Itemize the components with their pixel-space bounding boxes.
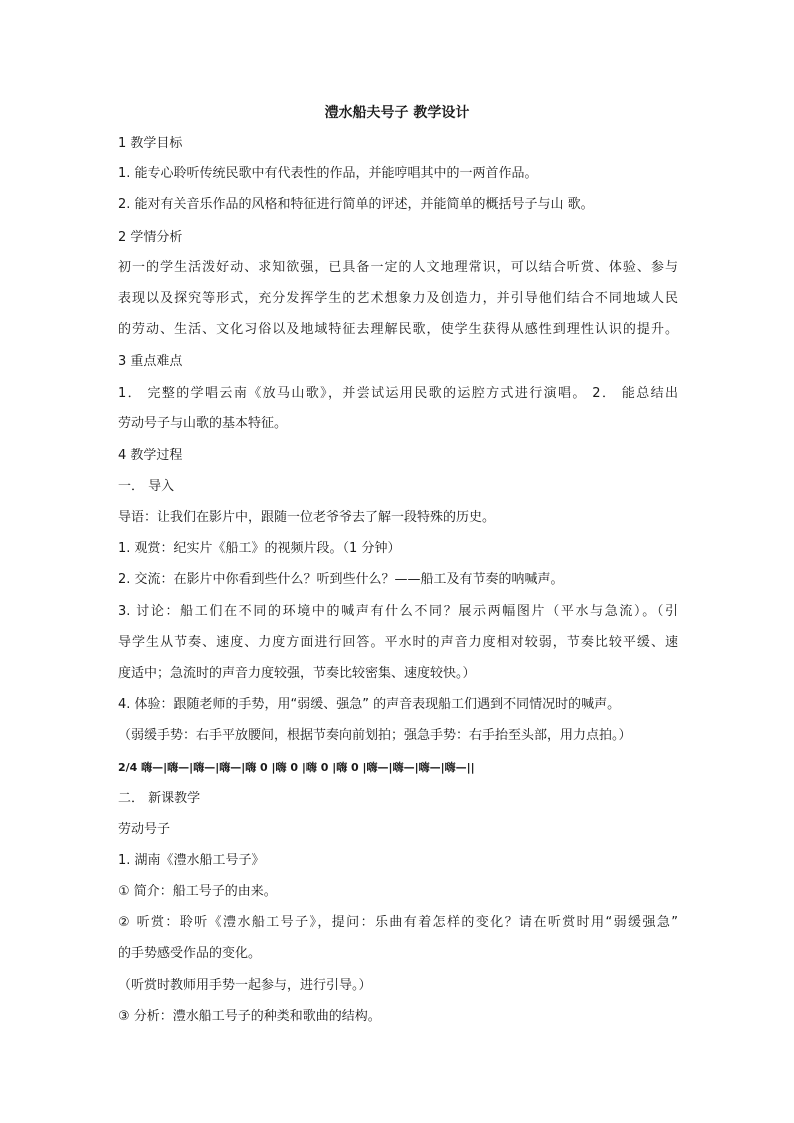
paragraph-line: 表现以及探究等形式，充分发挥学生的艺术想象力及创造力，并引导他们结合不同地域人民 — [118, 291, 678, 306]
paragraph-line: 1. 观赏：纪实片《船工》的视频片段。（1 分钟） — [118, 541, 401, 556]
paragraph-line: 1. 能专心聆听传统民歌中有代表性的作品，并能哼唱其中的一两首作品。 — [118, 166, 538, 181]
paragraph-line: 导学生从节奏、速度、力度方面进行回答。平水时的声音力度相对较弱，节奏比较平缓、速 — [118, 635, 678, 650]
document-title: 澧水船夫号子 教学设计 — [324, 105, 470, 121]
subheading-new-lesson: 二． 新课教学 — [118, 791, 201, 806]
section-heading-process: 4 教学过程 — [118, 448, 183, 463]
paragraph-line: 导语：让我们在影片中，跟随一位老爷爷去了解一段特殊的历史。 — [118, 510, 496, 525]
subheading-intro: 一． 导入 — [118, 479, 175, 494]
section-heading-key-points: 3 重点难点 — [118, 354, 183, 369]
paragraph-line: 初一的学生活泼好动、求知欲强，已具备一定的人文地理常识，可以结合听赏、体验、参与 — [118, 260, 678, 275]
paragraph-line: 1． 完整的学唱云南《放马山歌》，并尝试运用民歌的运腔方式进行演唱。 2． 能总结出 — [118, 386, 678, 401]
paragraph-line: 2. 交流：在影片中你看到些什么？听到些什么？——船工及有节奏的呐喊声。 — [118, 572, 564, 587]
paragraph-line: ③ 分析：澧水船工号子的种类和歌曲的结构。 — [118, 1009, 381, 1024]
paragraph-line: ② 听赏：聆听《澧水船工号子》，提问：乐曲有着怎样的变化？请在听赏时用“弱缓强急” — [118, 915, 678, 930]
section-heading-objectives: 1 教学目标 — [118, 136, 183, 151]
rhythm-notation: 2/4 嗨—|嗨—|嗨—|嗨—|嗨 0 |嗨 0 |嗨 0 |嗨 0 |嗨—|嗨—|嗨—|嗨—|| — [118, 761, 475, 774]
paragraph-line: （弱缓手势：右手平放腰间，根据节奏向前划拍；强急手势：右手抬至头部，用力点拍。） — [118, 728, 632, 743]
paragraph-line: 的手势感受作品的变化。 — [118, 946, 262, 961]
paragraph-line: 1. 湖南《澧水船工号子》 — [118, 853, 265, 868]
paragraph-line: （听赏时教师用手势一起参与，进行引导。） — [118, 978, 372, 993]
subheading-work-songs: 劳动号子 — [118, 822, 171, 837]
section-heading-analysis: 2 学情分析 — [118, 230, 183, 245]
paragraph-line: 度适中；急流时的声音力度较强，节奏比较密集、速度较快。） — [118, 666, 476, 681]
paragraph-line: 3. 讨论：船工们在不同的环境中的喊声有什么不同？展示两幅图片（平水与急流）。（引 — [118, 604, 678, 619]
paragraph-line: ① 简介：船工号子的由来。 — [118, 884, 277, 899]
paragraph-line: 的劳动、生活、文化习俗以及地域特征去理解民歌，使学生获得从感性到理性认识的提升。 — [118, 322, 678, 337]
paragraph-line: 2. 能对有关音乐作品的风格和特征进行简单的评述，并能简单的概括号子与山 歌。 — [118, 197, 594, 212]
paragraph-line: 劳动号子与山歌的基本特征。 — [118, 416, 288, 431]
paragraph-line: 4. 体验：跟随老师的手势，用“弱缓、强急” 的声音表现船工们遇到不同情况时的喊声。 — [118, 697, 621, 712]
